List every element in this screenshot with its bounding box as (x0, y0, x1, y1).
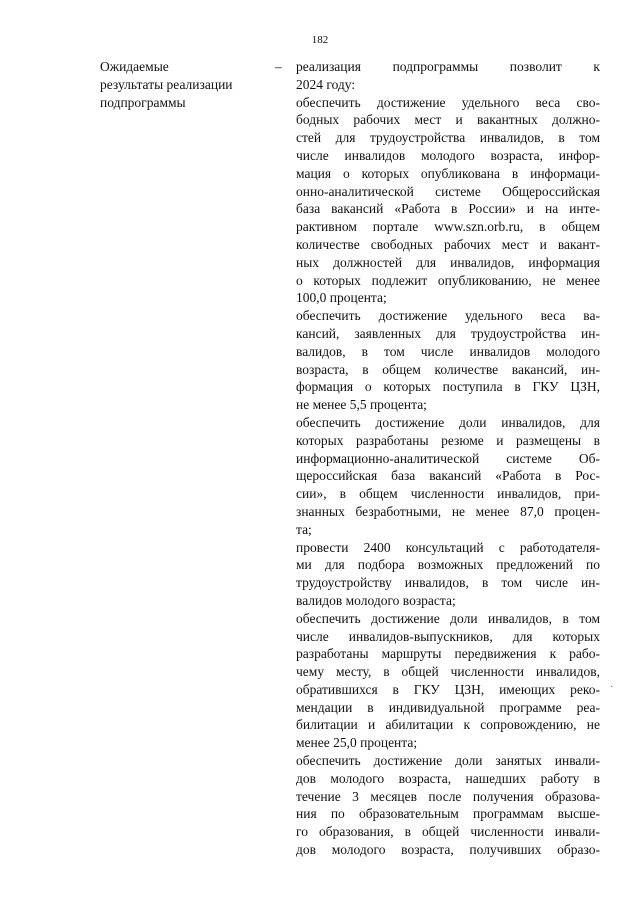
text-line: ния по образовательным программам высше- (296, 806, 600, 822)
text-line: не менее 5,5 процента; (296, 397, 427, 413)
text-line: обеспечить достижение доли инвалидов, для (296, 414, 600, 430)
text-line: база вакансий «Работа в России» и на инте- (296, 201, 600, 217)
text-line: сии», в общем численности инвалидов, при- (296, 486, 600, 502)
text-line: 2024 году: (296, 76, 356, 92)
text-line: менее 25,0 процента; (296, 735, 418, 751)
margin-mark: · (610, 682, 614, 693)
text-line: течение 3 месяцев после получения образова- (296, 788, 600, 804)
text-line: обратившихся в ГКУ ЦЗН, имеющих реко- (296, 681, 600, 697)
text-line: формация о которых поступила в ГКУ ЦЗН, (296, 379, 600, 395)
text-line: стей для трудоустройства инвалидов, в том (296, 130, 600, 146)
section-label (100, 58, 270, 111)
text-line: которых разработаны резюме и размещены в (296, 432, 600, 448)
text-line: знанных безработными, не менее 87,0 процен- (296, 503, 600, 519)
text-line: трудоустройству инвалидов, в том числе ин- (296, 575, 600, 591)
expected-results-text (296, 58, 600, 859)
text-line: числе инвалидов молодого возраста, инфор- (296, 147, 600, 163)
text-line: мация о которых опубликована в информаци- (296, 165, 600, 181)
text-line: кансий, заявленных для трудоустройства ин- (296, 325, 600, 341)
text-line: та; (296, 521, 312, 537)
text-line: числе инвалидов-выпускников, для которых (296, 628, 600, 644)
text-line: мендации в индивидуальной программе реа- (296, 699, 600, 715)
text-line: го образования, в общей численности инвали- (296, 824, 600, 840)
text-line: дов молодого возраста, нашедших работу в (296, 770, 600, 786)
text-line: валидов молодого возраста; (296, 592, 456, 608)
text-line: билитации и абилитации к сопровождению, не (296, 717, 600, 733)
text-line: реализация подпрограммы позволит к (296, 59, 600, 74)
separator-dash: – (275, 59, 282, 74)
text-line: рактивном портале www.szn.orb.ru, в общем (296, 219, 600, 235)
text-line: ных должностей для инвалидов, информация (296, 254, 600, 270)
section-label-line: подпрограммы (100, 94, 186, 110)
text-line: обеспечить достижение доли инвалидов, в том (296, 610, 600, 626)
text-line: провести 2400 консультаций с работодателя- (296, 539, 600, 555)
text-line: о которых подлежит опубликованию, не менее (296, 272, 600, 288)
text-line: возраста, в общем количестве вакансий, ин- (296, 361, 600, 377)
text-line: обеспечить достижение удельного веса ва- (296, 308, 600, 324)
text-line: обеспечить достижение удельного веса сво- (296, 94, 600, 110)
text-line: количестве свободных рабочих мест и вакант- (296, 236, 600, 252)
text-line: онно-аналитической системе Общероссийская (296, 183, 600, 199)
section-label-line: Ожидаемые (100, 59, 169, 74)
text-line: щероссийская база вакансий «Работа в Рос- (296, 468, 600, 484)
text-line: ми для подбора возможных предложений по (296, 557, 600, 573)
section-label-line: результаты реализации (100, 76, 233, 92)
text-line: дов молодого возраста, получивших образо- (296, 842, 600, 858)
text-line: обеспечить достижение доли занятых инвали- (296, 753, 600, 769)
text-line: информационно-аналитической системе Об- (296, 450, 600, 466)
text-line: разработаны маршруты передвижения к рабо- (296, 646, 600, 662)
text-line: чему месту, в общей численности инвалидов, (296, 664, 600, 680)
text-line: 100,0 процента; (296, 290, 387, 306)
text-line: бодных рабочих мест и вакантных должно- (296, 112, 600, 128)
page-number: 182 (311, 34, 329, 46)
text-line: валидов, в том числе инвалидов молодого (296, 343, 600, 359)
